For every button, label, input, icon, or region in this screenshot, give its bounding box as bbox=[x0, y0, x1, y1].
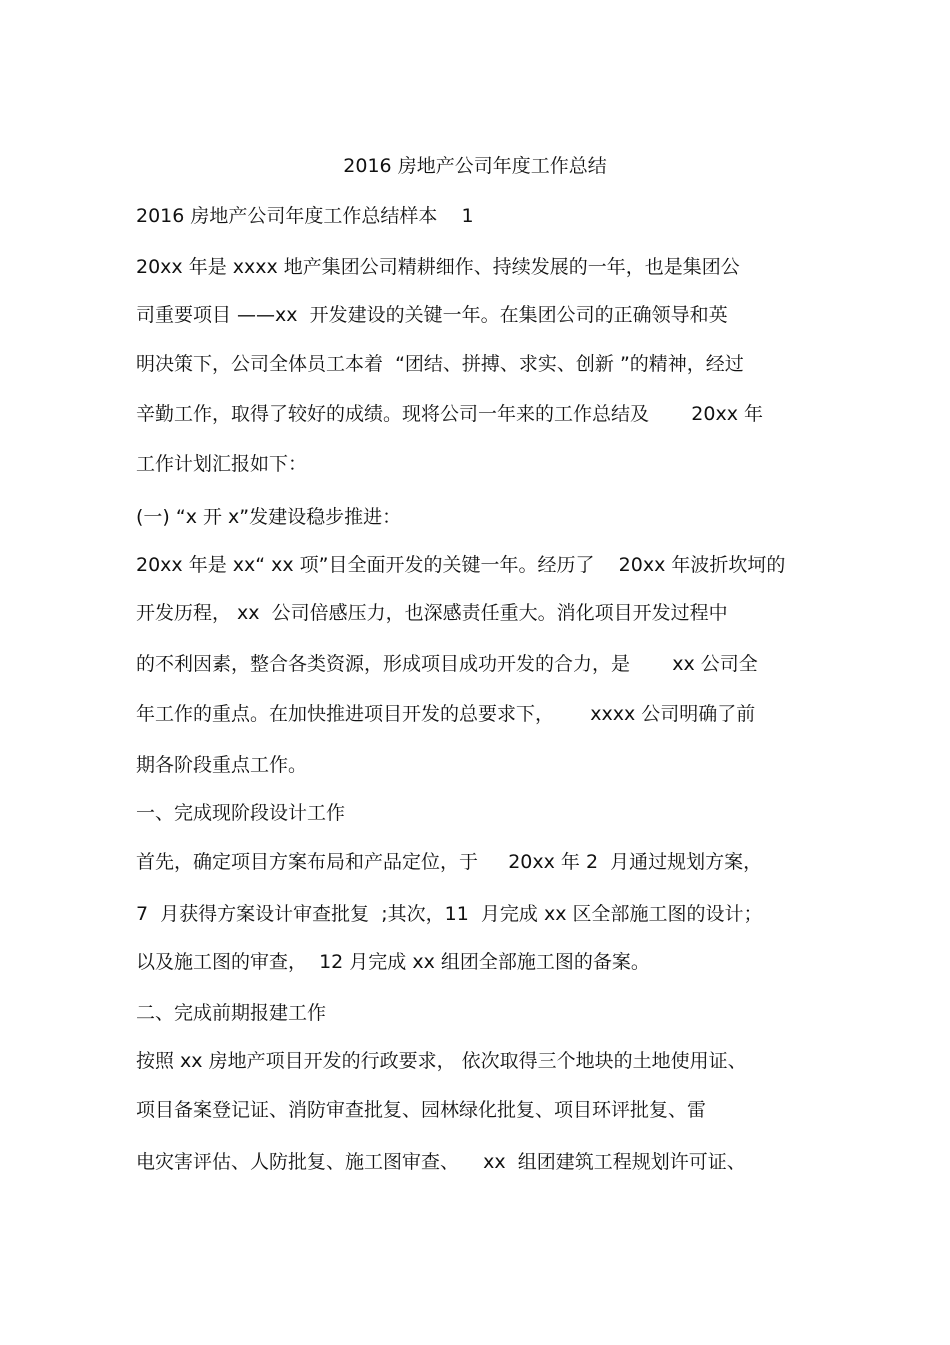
section-heading: (一) “x 开 x”发建设稳步推进： bbox=[136, 506, 402, 528]
paragraph-line: 工作计划汇报如下： bbox=[136, 453, 308, 475]
paragraph-line: 以及施工图的审查， 12 月完成 xx 组团全部施工图的备案。 bbox=[136, 951, 650, 973]
paragraph-line: 首先，确定项目方案布局和产品定位，于 20xx 年 2 月通过规划方案， bbox=[136, 851, 763, 873]
document-title: 2016 房地产公司年度工作总结 bbox=[343, 155, 607, 177]
paragraph-line: 开发历程， xx 公司倍感压力，也深感责任重大。消化项目开发过程中 bbox=[136, 602, 728, 624]
paragraph-line: 明决策下，公司全体员工本着 “团结、拼搏、求实、创新 ”的精神，经过 bbox=[136, 353, 744, 375]
paragraph-line: 20xx 年是 xx“ xx 项”目全面开发的关键一年。经历了 20xx 年波折坎坷的 bbox=[136, 554, 786, 576]
paragraph-line: 年工作的重点。在加快推进项目开发的总要求下， xxxx 公司明确了前 bbox=[136, 703, 756, 725]
section-heading: 一、完成现阶段设计工作 bbox=[136, 802, 346, 824]
paragraph-line: 7 月获得方案设计审查批复 ;其次，11 月完成 xx 区全部施工图的设计； bbox=[136, 903, 763, 925]
paragraph-line: 期各阶段重点工作。 bbox=[136, 754, 308, 776]
paragraph-line: 项目备案登记证、消防审查批复、园林绿化批复、项目环评批复、雷 bbox=[136, 1099, 707, 1121]
section-heading: 二、完成前期报建工作 bbox=[136, 1002, 327, 1024]
paragraph-line: 20xx 年是 xxxx 地产集团公司精耕细作、持续发展的一年，也是集团公 bbox=[136, 256, 740, 278]
paragraph-line: 的不利因素，整合各类资源，形成项目成功开发的合力，是 xx 公司全 bbox=[136, 653, 758, 675]
paragraph-line: 电灾害评估、人防批复、施工图审查、 xx 组团建筑工程规划许可证、 bbox=[136, 1151, 746, 1173]
paragraph-line: 按照 xx 房地产项目开发的行政要求， 依次取得三个地块的土地使用证、 bbox=[136, 1050, 747, 1072]
paragraph-line: 辛勤工作，取得了较好的成绩。现将公司一年来的工作总结及 20xx 年 bbox=[136, 403, 763, 425]
subtitle-line: 2016 房地产公司年度工作总结样本 1 bbox=[136, 205, 474, 227]
paragraph-line: 司重要项目 ——xx 开发建设的关键一年。在集团公司的正确领导和英 bbox=[136, 304, 728, 326]
